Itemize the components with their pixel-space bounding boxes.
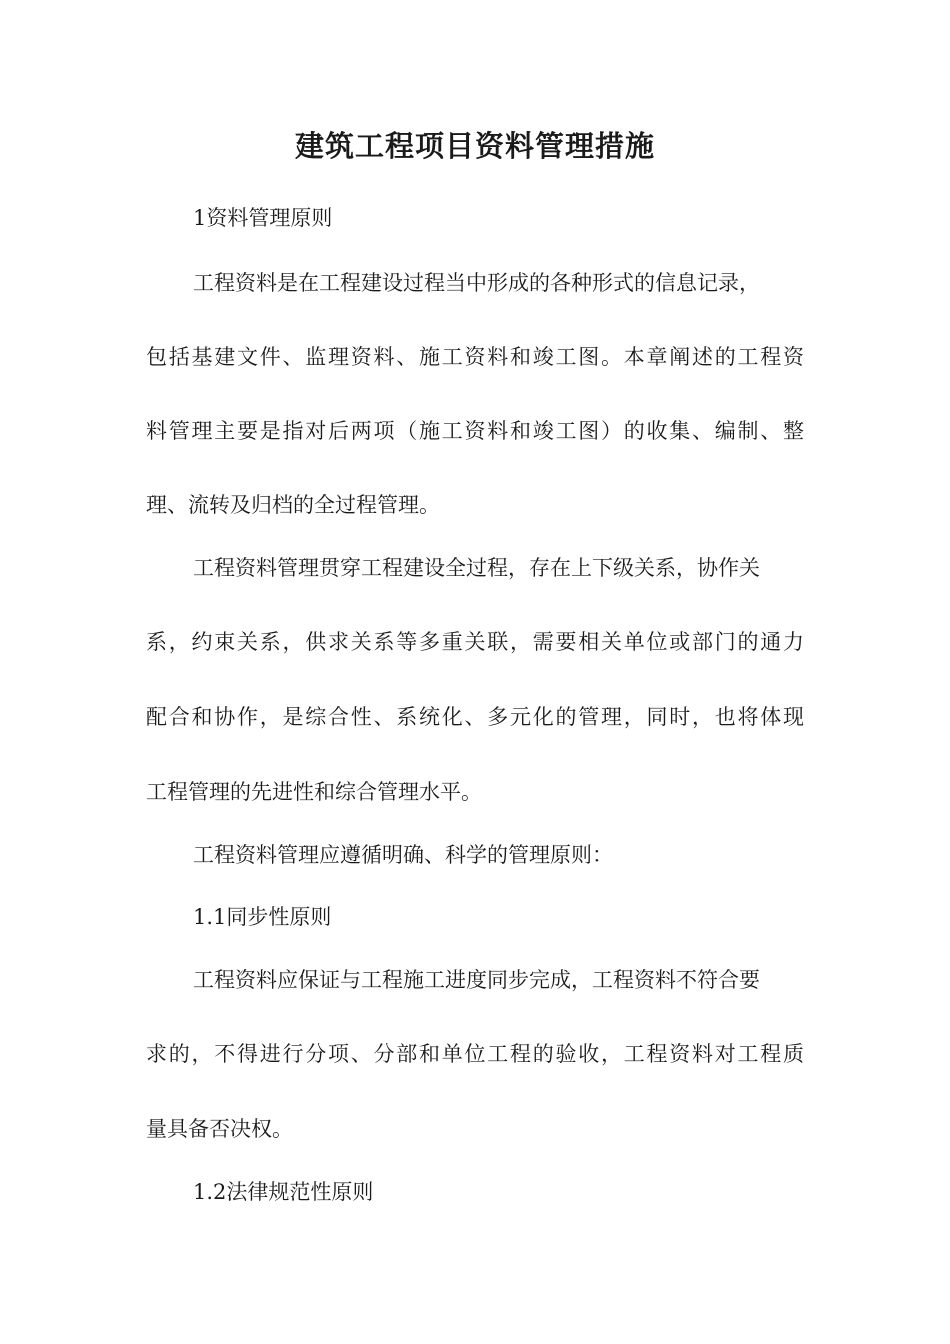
paragraph-4-line-3: 量具备否决权。 [146, 1117, 293, 1141]
document-title: 建筑工程项目资料管理措施 [294, 129, 655, 163]
paragraph-1-line-3: 料管理主要是指对后两项（施工资料和竣工图）的收集、编制、整 [146, 419, 804, 443]
section-heading-1-1: 1.1同步性原则 [193, 905, 332, 929]
section-heading-1: 1资料管理原则 [193, 206, 333, 230]
paragraph-3-line-1: 工程资料管理应遵循明确、科学的管理原则： [193, 843, 613, 867]
paragraph-1-line-4: 理、流转及归档的全过程管理。 [146, 493, 440, 517]
paragraph-2-line-1: 工程资料管理贯穿工程建设全过程，存在上下级关系，协作关 [193, 556, 760, 580]
paragraph-2-line-4: 工程管理的先进性和综合管理水平。 [146, 780, 482, 804]
paragraph-4-line-2: 求的，不得进行分项、分部和单位工程的验收，工程资料对工程质 [146, 1042, 804, 1066]
paragraph-4-line-1: 工程资料应保证与工程施工进度同步完成，工程资料不符合要 [193, 968, 760, 992]
paragraph-1-line-1: 工程资料是在工程建设过程当中形成的各种形式的信息记录， [193, 271, 760, 295]
paragraph-1-line-2: 包括基建文件、监理资料、施工资料和竣工图。本章阐述的工程资 [146, 345, 804, 369]
paragraph-2-line-2: 系，约束关系，供求关系等多重关联，需要相关单位或部门的通力 [146, 630, 804, 654]
paragraph-2-line-3: 配合和协作，是综合性、系统化、多元化的管理，同时，也将体现 [146, 705, 804, 729]
section-heading-1-2: 1.2法律规范性原则 [193, 1180, 374, 1204]
